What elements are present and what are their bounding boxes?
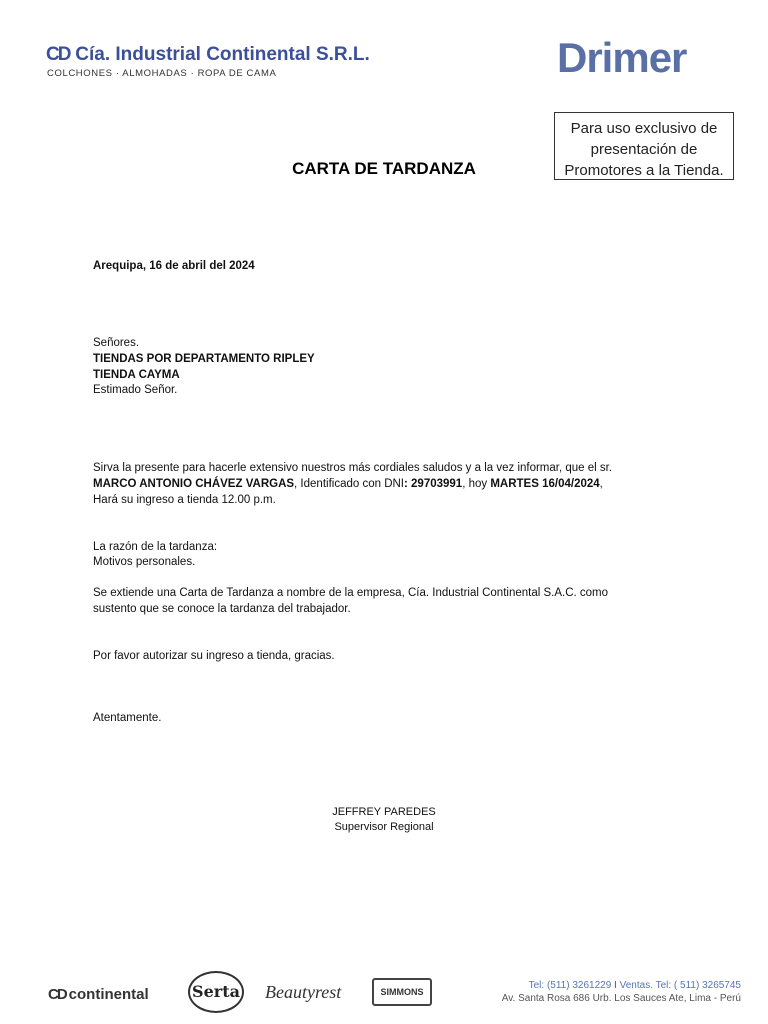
- greeting: Estimado Señor.: [93, 384, 178, 396]
- company-logo-icon: CD: [46, 44, 70, 65]
- continental-logo-text: continental: [68, 986, 149, 1003]
- paragraph-1-line-2: [93, 477, 603, 493]
- closing: Atentamente.: [93, 712, 162, 724]
- recipient-store: TIENDA CAYMA: [93, 369, 180, 381]
- comma: ,: [599, 478, 603, 490]
- late-date: MARTES 16/04/2024: [490, 478, 600, 490]
- signer-name: JEFFREY PAREDES: [332, 806, 436, 818]
- company-name-text: Cía. Industrial Continental S.R.L.: [75, 44, 370, 65]
- continental-mark-icon: CD: [48, 986, 66, 1003]
- continental-logo: [48, 986, 149, 1003]
- simmons-logo: SIMMONS: [372, 978, 432, 1006]
- contact-phones: [466, 979, 741, 992]
- request-text: Por favor autorizar su ingreso a tienda, gracias.: [93, 650, 335, 662]
- document-title: CARTA DE TARDANZA: [292, 159, 476, 178]
- reason-value: Motivos personales.: [93, 556, 196, 568]
- phone-number: Tel: (511) 3261229: [528, 980, 612, 991]
- stamp-line-2: presentación de: [590, 141, 698, 158]
- phone-separator: I: [611, 980, 620, 991]
- contact-info: [466, 979, 741, 1005]
- today-text: , hoy: [462, 478, 491, 490]
- reason-label: La razón de la tardanza:: [93, 541, 218, 553]
- beautyrest-logo: Beautyrest: [265, 982, 342, 1002]
- company-name: [46, 44, 370, 66]
- company-tagline: COLCHONES · ALMOHADAS · ROPA DE CAMA: [47, 68, 277, 79]
- address: Av. Santa Rosa 686 Urb. Los Sauces Ate, Lima - Perú: [501, 993, 741, 1004]
- stamp-line-3: Promotores a la Tienda.: [564, 162, 724, 179]
- id-text: , Identificado con DNI: [294, 478, 404, 490]
- paragraph-1-line-3: Hará su ingreso a tienda 12.00 p.m.: [93, 494, 276, 506]
- stamp-line-1: Para uso exclusivo de: [570, 120, 718, 137]
- recipient-company: TIENDAS POR DEPARTAMENTO RIPLEY: [93, 353, 315, 365]
- dni-number: : 29703991: [404, 478, 463, 490]
- letter-date: Arequipa, 16 de abril del 2024: [93, 260, 255, 272]
- signer-title: Supervisor Regional: [334, 821, 434, 833]
- salutation: Señores.: [93, 337, 140, 349]
- drimer-logo: Drimer: [557, 34, 687, 81]
- serta-logo: Serta: [188, 971, 244, 1013]
- paragraph-3-line-2: sustento que se conoce la tardanza del trabajador.: [93, 603, 351, 615]
- sales-phone: Ventas. Tel: ( 511) 3265745: [619, 980, 741, 991]
- employee-name: MARCO ANTONIO CHÁVEZ VARGAS: [93, 478, 295, 490]
- paragraph-3-line-1: Se extiende una Carta de Tardanza a nombre de la empresa, Cía. Industrial Continental S.A.C. como: [93, 587, 609, 599]
- paragraph-1-line-1: Sirva la presente para hacerle extensivo nuestros más cordiales saludos y a la vez informar, que el sr.: [93, 462, 613, 474]
